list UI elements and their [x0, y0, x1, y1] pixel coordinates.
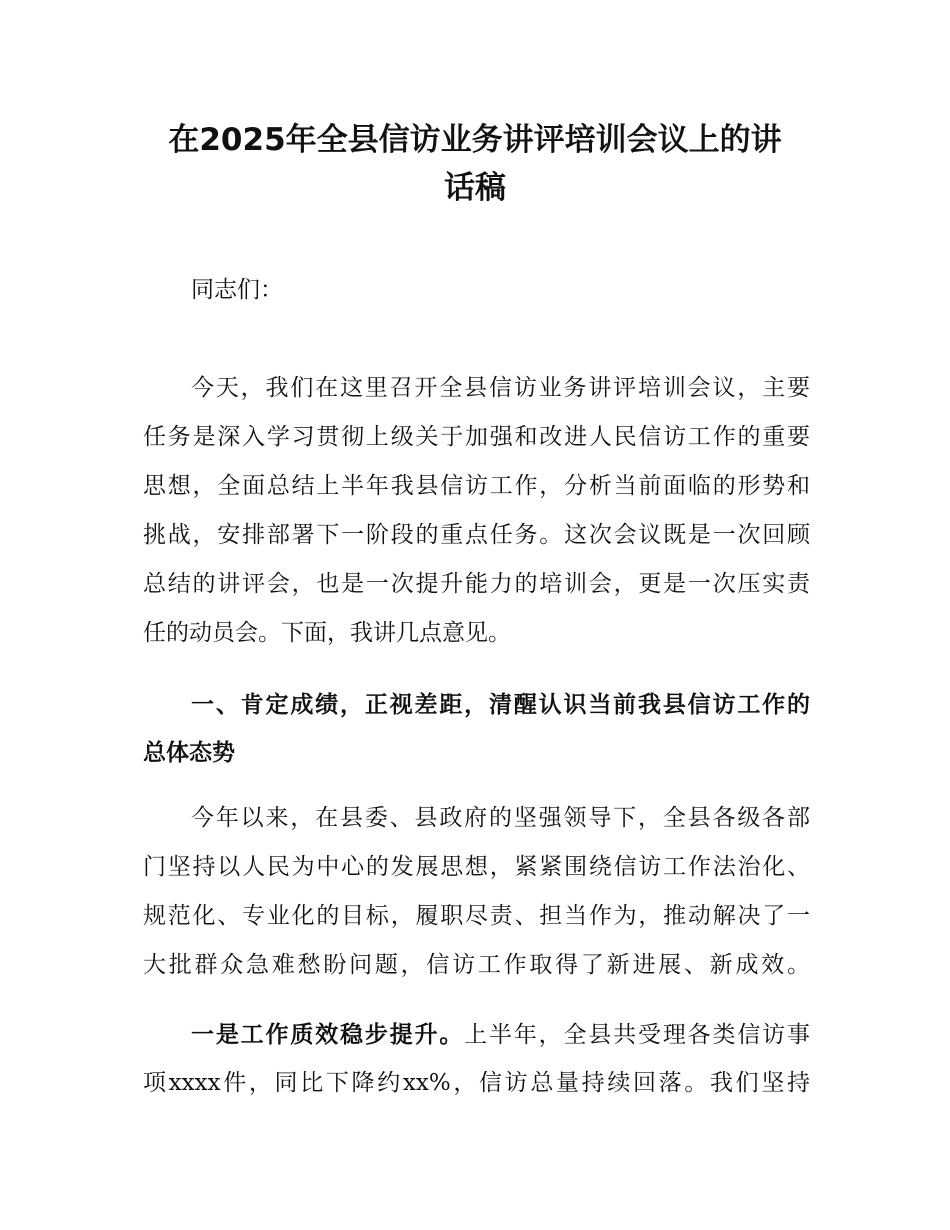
text-line: 任的动员会。下面，我讲几点意见。 [143, 620, 511, 646]
bold-lead: 一是工作质效稳步提升。 [191, 1022, 465, 1048]
text-line: 任务是深入学习贯彻上级关于加强和改进人民信访工作的重要 [143, 424, 810, 450]
text-line [191, 1020, 810, 1050]
salutation: 同志们： [191, 277, 283, 303]
text-line: 挑战，安排部署下一阶段的重点任务。这次会议既是一次回顾 [143, 522, 810, 548]
text-line: 大批群众急难愁盼问题，信访工作取得了新进展、新成效。 [143, 952, 810, 978]
text-line: 今天，我们在这里召开全县信访业务讲评培训会议，主要 [191, 375, 810, 401]
text-line: 一、肯定成绩，正视差距，清醒认识当前我县信访工作的 [191, 692, 810, 718]
document-title-continued: 话稿 [444, 170, 506, 206]
text-line: 门坚持以人民为中心的发展思想，紧紧围绕信访工作法治化、 [143, 854, 810, 880]
text-line: 规范化、专业化的目标，履职尽责、担当作为，推动解决了一 [143, 903, 810, 929]
document-title: 在2025年全县信访业务讲评培训会议上的讲 [168, 122, 782, 158]
text-span: 上半年，全县共受理各类信访事 [464, 1022, 811, 1048]
text-line: 项xxxx件，同比下降约xx%，信访总量持续回落。我们坚持 [143, 1070, 810, 1096]
text-line: 思想，全面总结上半年我县信访工作，分析当前面临的形势和 [143, 473, 810, 499]
text-line: 总体态势 [143, 740, 235, 766]
text-line: 今年以来，在县委、县政府的坚强领导下，全县各级各部 [191, 805, 810, 831]
text-line: 总结的讲评会，也是一次提升能力的培训会，更是一次压实责 [143, 571, 810, 597]
